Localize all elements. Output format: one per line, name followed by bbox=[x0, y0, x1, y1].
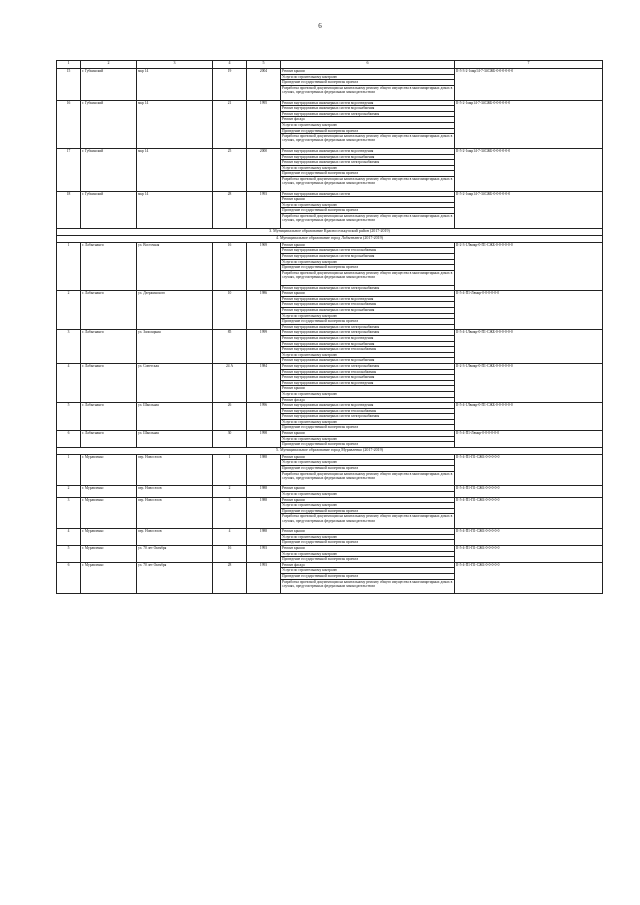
work-type-cell: Ремонт внутридомовых инженерных систем электроснабжения bbox=[281, 160, 455, 166]
work-type-cell: Ремонт внутридомовых инженерных систем электроснабжения bbox=[281, 414, 455, 420]
row-number-cell: 17 bbox=[57, 148, 81, 191]
row-number-cell: 4 bbox=[57, 529, 81, 546]
house-number-cell: 26 bbox=[213, 403, 247, 431]
work-type-cell: Ремонт крыши bbox=[281, 529, 455, 535]
house-number-cell: 1 bbox=[213, 454, 247, 486]
page-number: 6 bbox=[318, 22, 322, 30]
house-number-cell: 4 bbox=[213, 529, 247, 546]
work-type-cell: Ремонт внутридомовых инженерных систем водоснабжения bbox=[281, 154, 455, 160]
street-cell: мкр 14 bbox=[137, 191, 213, 228]
work-type-cell: Проведение государственной экспертизы проекта bbox=[281, 319, 455, 325]
work-type-cell: Услуги по строительному контролю bbox=[281, 74, 455, 80]
object-code-cell: II-5-4-1Лвмкр-0-П1-СЖБ-0-0-0-0-0-0 bbox=[455, 330, 603, 364]
object-code-cell: II-2-3-1Лвмкр-0-П1-СЖБ-0-0-0-0-0-0 bbox=[455, 363, 603, 402]
work-type-cell: Ремонт внутридомовых инженерных систем водоотведения bbox=[281, 100, 455, 106]
object-code-cell: II-5-2-1мкр14-7-34СЖБ-0-0-0-0-0-0 bbox=[455, 100, 603, 148]
house-number-cell: 16 bbox=[213, 545, 247, 562]
city-cell: г. Лабытнанги bbox=[81, 291, 137, 330]
work-type-cell: Ремонт внутридомовых инженерных систем электроснабжения bbox=[281, 324, 455, 330]
house-number-cell: 28 bbox=[213, 191, 247, 228]
work-type-cell: Разработка проектной документации на капитальному ремонту общего имущества в многоквартирных домах в случаях, предусмотренных федеральным законодательством bbox=[281, 270, 455, 285]
row-number-cell: 18 bbox=[57, 191, 81, 228]
city-cell: г. Муравленко bbox=[81, 562, 137, 594]
work-type-cell: Ремонт крыши bbox=[281, 486, 455, 492]
work-type-cell: Ремонт внутридомовых инженерных систем водоотведения bbox=[281, 296, 455, 302]
city-cell: г. Лабытнанги bbox=[81, 431, 137, 448]
work-type-cell: Разработка проектной документации на капитальному ремонту общего имущества в многоквартирных домах в случаях, предусмотренных федеральным законодательством bbox=[281, 134, 455, 149]
work-type-cell: Услуги по строительному контролю bbox=[281, 534, 455, 540]
work-type-cell: Ремонт внутридомовых инженерных систем электроснабжения bbox=[281, 330, 455, 336]
object-code-cell: II-5-4-1Лвмкр-0-П1-СЖБ-0-0-0-0-0-0 bbox=[455, 403, 603, 431]
column-number: 6 bbox=[281, 61, 455, 69]
object-code-cell: II-5-4-П1-Лвмкр-0-0-0-0-0-0 bbox=[455, 431, 603, 448]
house-number-cell: 16 bbox=[213, 242, 247, 290]
column-number-row bbox=[57, 61, 603, 69]
table-body bbox=[57, 61, 603, 594]
year-built-cell: 1996 bbox=[247, 403, 281, 431]
work-type-cell: Услуги по строительному контролю bbox=[281, 492, 455, 498]
object-code-cell: II-5-4-П1-П1-СЖБ-0-0-0-0-0 bbox=[455, 486, 603, 497]
work-type-cell: Проведение государственной экспертизы проекта bbox=[281, 557, 455, 563]
house-number-cell: 21 bbox=[213, 100, 247, 148]
object-code-cell: II-5-4-П1-П1-СЖБ-0-0-0-0-0 bbox=[455, 497, 603, 529]
work-type-cell: Ремонт крыши bbox=[281, 242, 455, 248]
city-cell: г. Лабытнанги bbox=[81, 242, 137, 290]
year-built-cell: 1993 bbox=[247, 562, 281, 594]
city-cell: г. Муравленко bbox=[81, 545, 137, 562]
work-type-cell: Ремонт крыши bbox=[281, 197, 455, 203]
year-built-cell: 1988 bbox=[247, 454, 281, 486]
house-number-cell: 25 bbox=[213, 148, 247, 191]
house-number-cell: 30 bbox=[213, 431, 247, 448]
work-type-cell: Проведение государственной экспертизы проекта bbox=[281, 208, 455, 214]
row-number-cell: 6 bbox=[57, 431, 81, 448]
work-type-cell: Ремонт крыши bbox=[281, 386, 455, 392]
work-type-cell: Ремонт крыши bbox=[281, 545, 455, 551]
work-type-cell: Услуги по строительному контролю bbox=[281, 460, 455, 466]
work-type-cell: Проведение государственной экспертизы проекта bbox=[281, 508, 455, 514]
street-cell: мкр 14 bbox=[137, 148, 213, 191]
work-type-cell: Услуги по строительному контролю bbox=[281, 313, 455, 319]
city-cell: г. Муравленко bbox=[81, 529, 137, 546]
work-type-cell: Проведение государственной экспертизы проекта bbox=[281, 80, 455, 86]
house-number-cell: 19 bbox=[213, 69, 247, 101]
work-type-cell: Услуги по строительному контролю bbox=[281, 436, 455, 442]
column-number: 1 bbox=[57, 61, 81, 69]
city-cell: г. Губкинский bbox=[81, 100, 137, 148]
year-built-cell: 1988 bbox=[247, 497, 281, 529]
row-number-cell: 1 bbox=[57, 454, 81, 486]
section-header-row bbox=[57, 447, 603, 454]
work-type-cell: Ремонт внутридомовых инженерных систем водоснабжения bbox=[281, 106, 455, 112]
street-cell: пер. Новоселов bbox=[137, 529, 213, 546]
city-cell: г. Лабытнанги bbox=[81, 330, 137, 364]
row-number-cell: 4 bbox=[57, 363, 81, 402]
year-built-cell: 1986 bbox=[247, 291, 281, 330]
section-title: 3. Муниципальное образование Красноселькупский район (2017-2019) bbox=[57, 228, 603, 235]
work-type-cell: Ремонт внутридомовых инженерных систем водоснабжения bbox=[281, 308, 455, 314]
street-cell: ул. Восточная bbox=[137, 242, 213, 290]
row-number-cell: 15 bbox=[57, 69, 81, 101]
year-built-cell: 1988 bbox=[247, 486, 281, 497]
column-number: 3 bbox=[137, 61, 213, 69]
street-cell: мкр 14 bbox=[137, 69, 213, 101]
year-built-cell: 1993 bbox=[247, 545, 281, 562]
street-cell: пер. Новоселов bbox=[137, 454, 213, 486]
house-number-cell: 24 А bbox=[213, 363, 247, 402]
work-type-cell: Проведение государственной экспертизы проекта bbox=[281, 425, 455, 431]
repair-register-table bbox=[56, 60, 603, 594]
year-built-cell: 1969 bbox=[247, 242, 281, 290]
row-number-cell: 6 bbox=[57, 562, 81, 594]
row-number-cell: 5 bbox=[57, 403, 81, 431]
work-type-cell: Ремонт внутридомовых инженерных систем теплоснабжения bbox=[281, 408, 455, 414]
city-cell: г. Муравленко bbox=[81, 486, 137, 497]
work-type-cell: Ремонт внутридомовых инженерных систем водоснабжения bbox=[281, 358, 455, 364]
work-type-cell: Ремонт внутридомовых инженерных систем теплоснабжения bbox=[281, 369, 455, 375]
street-cell: мкр 14 bbox=[137, 100, 213, 148]
work-type-cell: Проведение государственной экспертизы проекта bbox=[281, 466, 455, 472]
row-number-cell: 2 bbox=[57, 291, 81, 330]
work-type-cell: Проведение государственной экспертизы проекта bbox=[281, 171, 455, 177]
work-type-cell: Ремонт крыши bbox=[281, 291, 455, 297]
row-number-cell: 1 bbox=[57, 242, 81, 290]
object-code-cell: II-5-2-1мкр14-7-34СЖБ-0-0-0-0-0-0 bbox=[455, 148, 603, 191]
row-number-cell: 3 bbox=[57, 497, 81, 529]
work-type-cell: Ремонт внутридомовых инженерных систем теплоснабжения bbox=[281, 302, 455, 308]
house-number-cell: 85 bbox=[213, 330, 247, 364]
work-type-cell: Услуги по строительному контролю bbox=[281, 568, 455, 574]
city-cell: г. Лабытнанги bbox=[81, 403, 137, 431]
work-type-cell: Услуги по строительному контролю bbox=[281, 551, 455, 557]
work-type-cell: Услуги по строительному контролю bbox=[281, 259, 455, 265]
work-type-cell: Ремонт внутридомовых инженерных систем водоснабжения bbox=[281, 341, 455, 347]
street-cell: ул. 70 лет Октября bbox=[137, 545, 213, 562]
year-built-cell: 1993 bbox=[247, 191, 281, 228]
work-type-cell: Ремонт крыши bbox=[281, 454, 455, 460]
year-built-cell: 1998 bbox=[247, 431, 281, 448]
work-type-cell: Проведение государственной экспертизы проекта bbox=[281, 573, 455, 579]
street-cell: пер. Новоселов bbox=[137, 497, 213, 529]
work-type-cell: Ремонт внутридомовых инженерных систем водоотведения bbox=[281, 148, 455, 154]
work-type-cell: Ремонт фасада bbox=[281, 562, 455, 568]
street-cell: ул. Заполярная bbox=[137, 330, 213, 364]
work-type-cell: Проведение государственной экспертизы проекта bbox=[281, 540, 455, 546]
section-title: 4. Муниципальное образование город Лабытнанги (2017-2019) bbox=[57, 235, 603, 242]
work-type-cell: Проведение государственной экспертизы проекта bbox=[281, 265, 455, 271]
row-number-cell: 3 bbox=[57, 330, 81, 364]
work-type-cell: Ремонт крыши bbox=[281, 431, 455, 437]
work-type-cell: Ремонт внутридомовых инженерных систем электроснабжения bbox=[281, 285, 455, 291]
row-number-cell: 16 bbox=[57, 100, 81, 148]
work-type-cell: Ремонт внутридомовых инженерных систем электроснабжения bbox=[281, 363, 455, 369]
year-built-cell: 1999 bbox=[247, 330, 281, 364]
work-type-cell: Услуги по строительному контролю bbox=[281, 419, 455, 425]
street-cell: ул. Школьная bbox=[137, 403, 213, 431]
work-type-cell: Разработка проектной документации на капитальному ремонту общего имущества в многоквартирных домах в случаях, предусмотренных федеральным законодательством bbox=[281, 85, 455, 100]
street-cell: ул. Советская bbox=[137, 363, 213, 402]
object-code-cell: II-5-4-П1-П1-СЖБ-0-0-0-0-0 bbox=[455, 545, 603, 562]
city-cell: г. Губкинский bbox=[81, 191, 137, 228]
object-code-cell: II-5-4-П1-Лвмкр-0-0-0-0-0-0 bbox=[455, 291, 603, 330]
work-type-cell: Разработка проектной документации на капитальному ремонту общего имущества в многоквартирных домах в случаях, предусмотренных федеральным законодательством bbox=[281, 514, 455, 529]
work-type-cell: Проведение государственной экспертизы проекта bbox=[281, 128, 455, 134]
column-number: 5 bbox=[247, 61, 281, 69]
object-code-cell: II-5-4-П1-П1-СЖБ-0-0-0-0-0 bbox=[455, 454, 603, 486]
column-number: 4 bbox=[213, 61, 247, 69]
work-type-cell: Услуги по строительному контролю bbox=[281, 391, 455, 397]
row-number-cell: 5 bbox=[57, 545, 81, 562]
city-cell: г. Муравленко bbox=[81, 454, 137, 486]
year-built-cell: 2000 bbox=[247, 148, 281, 191]
work-type-cell: Услуги по строительному контролю bbox=[281, 122, 455, 128]
row-number-cell: 2 bbox=[57, 486, 81, 497]
work-type-cell: Разработка проектной документации на капитальному ремонту общего имущества в многоквартирных домах в случаях, предусмотренных федеральным законодательством bbox=[281, 176, 455, 191]
year-built-cell: 2004 bbox=[247, 69, 281, 101]
work-type-cell: Услуги по строительному контролю bbox=[281, 503, 455, 509]
work-type-cell: Разработка проектной документации на капитальному ремонту общего имущества в многоквартирных домах в случаях, предусмотренных федеральным законодательством bbox=[281, 579, 455, 594]
work-type-cell: Ремонт внутридомовых инженерных систем водоотведения bbox=[281, 403, 455, 409]
year-built-cell: 1988 bbox=[247, 529, 281, 546]
section-header-row bbox=[57, 228, 603, 235]
work-type-cell: Ремонт фасада bbox=[281, 397, 455, 403]
work-type-cell: Ремонт внутридомовых инженерных систем теплоснабжения bbox=[281, 347, 455, 353]
house-number-cell: 2 bbox=[213, 486, 247, 497]
street-cell: ул. Школьная bbox=[137, 431, 213, 448]
work-type-cell: Разработка проектной документации на капитальному ремонту общего имущества в многоквартирных домах в случаях, предусмотренных федеральным законодательством bbox=[281, 214, 455, 229]
city-cell: г. Муравленко bbox=[81, 497, 137, 529]
year-built-cell: 1984 bbox=[247, 363, 281, 402]
object-code-cell: II-5-2-1мкр14-7-34СЖБ-0-0-0-0-0-0 bbox=[455, 191, 603, 228]
work-type-cell: Ремонт крыши bbox=[281, 69, 455, 75]
object-code-cell: II-2-3-1Лвмкр-0-П1-СЖБ-0-0-0-0-0-0 bbox=[455, 242, 603, 290]
work-type-cell: Услуги по строительному контролю bbox=[281, 165, 455, 171]
work-type-cell: Ремонт внутридомовых инженерных систем водоотведения bbox=[281, 380, 455, 386]
section-title: 5. Муниципальное образование город Муравленко (2017-2019) bbox=[57, 447, 603, 454]
work-type-cell: Услуги по строительному контролю bbox=[281, 352, 455, 358]
object-code-cell: II-5-3-2-1мкр14-7-34СЖБ-0-0-0-0-0-0 bbox=[455, 69, 603, 101]
work-type-cell: Ремонт крыши bbox=[281, 497, 455, 503]
street-cell: ул. 70 лет Октября bbox=[137, 562, 213, 594]
house-number-cell: 10 bbox=[213, 291, 247, 330]
city-cell: г. Губкинский bbox=[81, 69, 137, 101]
object-code-cell: II-5-4-П1-П1-СЖБ-0-0-0-0-0 bbox=[455, 562, 603, 594]
column-number: 7 bbox=[455, 61, 603, 69]
work-type-cell: Проведение государственной экспертизы проекта bbox=[281, 442, 455, 448]
object-code-cell: II-5-4-П1-П1-СЖБ-0-0-0-0-0 bbox=[455, 529, 603, 546]
city-cell: г. Лабытнанги bbox=[81, 363, 137, 402]
year-built-cell: 1995 bbox=[247, 100, 281, 148]
work-type-cell: Ремонт внутридомовых инженерных систем bbox=[281, 191, 455, 197]
work-type-cell: Разработка проектной документации на капитальному ремонту общего имущества в многоквартирных домах в случаях, предусмотренных федеральным законодательством bbox=[281, 471, 455, 486]
work-type-cell: Ремонт внутридомовых инженерных систем водоотведения bbox=[281, 335, 455, 341]
column-number: 2 bbox=[81, 61, 137, 69]
work-type-cell: Ремонт внутридомовых инженерных систем водоснабжения bbox=[281, 254, 455, 260]
house-number-cell: 3 bbox=[213, 497, 247, 529]
section-header-row bbox=[57, 235, 603, 242]
work-type-cell: Ремонт внутридомовых инженерных систем электроснабжения bbox=[281, 111, 455, 117]
street-cell: ул. Дзержинского bbox=[137, 291, 213, 330]
city-cell: г. Губкинский bbox=[81, 148, 137, 191]
street-cell: пер. Новоселов bbox=[137, 486, 213, 497]
work-type-cell: Ремонт внутридомовых инженерных систем водоснабжения bbox=[281, 375, 455, 381]
work-type-cell: Ремонт внутридомовых инженерных систем теплоснабжения bbox=[281, 248, 455, 254]
work-type-cell: Услуги по строительному контролю bbox=[281, 202, 455, 208]
house-number-cell: 28 bbox=[213, 562, 247, 594]
work-type-cell: Ремонт фасада bbox=[281, 117, 455, 123]
